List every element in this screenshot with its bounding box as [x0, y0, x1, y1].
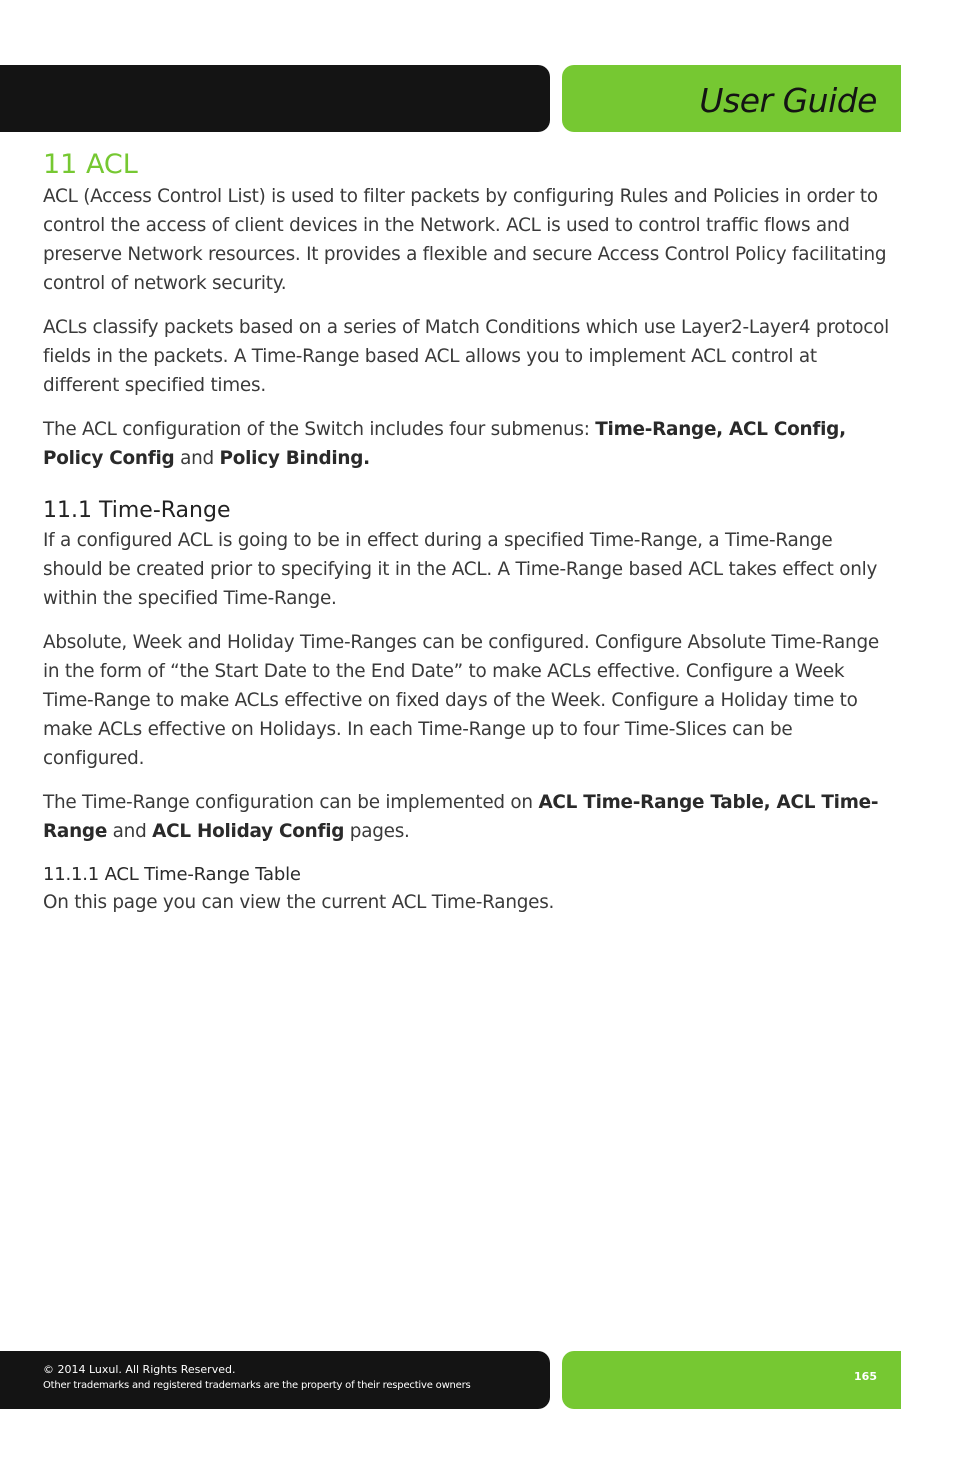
pages-bold-1: ACL Time-Range Table, ACL Time-Range	[43, 792, 879, 842]
submenus-and: and	[174, 448, 220, 469]
pages-tail: pages.	[344, 821, 410, 842]
subsection-heading: 11.1 Time-Range	[43, 498, 231, 523]
pages-and: and	[107, 821, 153, 842]
footer-page-panel	[562, 1351, 901, 1409]
footer-trademark: Other trademarks and registered trademarks are the property of their respective owners	[43, 1380, 471, 1391]
section-paragraph: ACLs classify packets based on a series of Match Conditions which use Layer2-Layer4 protocol fields in the packets. A Time-Range based ACL allows you to implement ACL control at different specified times.	[43, 317, 889, 396]
submenus-intro: The ACL configuration of the Switch includes four submenus:	[43, 419, 596, 440]
subsection-paragraph: If a configured ACL is going to be in effect during a specified Time-Range, a Time-Range should be created prior to specifying it in the ACL. A Time-Range based ACL takes effect only within the specified Time-Range.	[43, 530, 878, 609]
section-paragraph: ACL (Access Control List) is used to filter packets by configuring Rules and Policies in order to control the access of client devices in the Network. ACL is used to control traffic flows and preserve Network resources. It provides a flexible and secure Access Control Policy facilitating control of network security.	[43, 186, 887, 294]
page-number: 165	[854, 1370, 877, 1383]
section-heading: 11 ACL	[43, 149, 138, 180]
subsubsection-text: On this page you can view the current ACL Time-Ranges.	[43, 892, 555, 913]
subsection-paragraph: Absolute, Week and Holiday Time-Ranges can be configured. Configure Absolute Time-Range in the form of “the Start Date to the End Date” to make ACLs effective. Configure a Week Time-Range to make ACLs effective on fixed days of the Week. Configure a Holiday time to make ACLs effective on Holidays. In each Time-Range up to four Time-Slices can be configured.	[43, 632, 879, 769]
submenus-bold-2: Policy Binding.	[219, 448, 370, 469]
pages-intro: The Time-Range configuration can be implemented on	[43, 792, 539, 813]
footer-copyright: © 2014 Luxul. All Rights Reserved.	[43, 1363, 236, 1376]
submenus-bold-1: Time-Range, ACL Config, Policy Config	[43, 419, 846, 469]
pages-paragraph	[43, 788, 893, 846]
header-title-panel	[562, 65, 901, 132]
page-content	[43, 148, 893, 932]
subsubsection-heading: 11.1.1 ACL Time-Range Table	[43, 864, 301, 885]
header-title: User Guide	[699, 81, 877, 120]
submenus-paragraph	[43, 415, 893, 473]
header-bar	[0, 65, 550, 132]
pages-bold-2: ACL Holiday Config	[152, 821, 345, 842]
footer-bar	[0, 1351, 550, 1409]
